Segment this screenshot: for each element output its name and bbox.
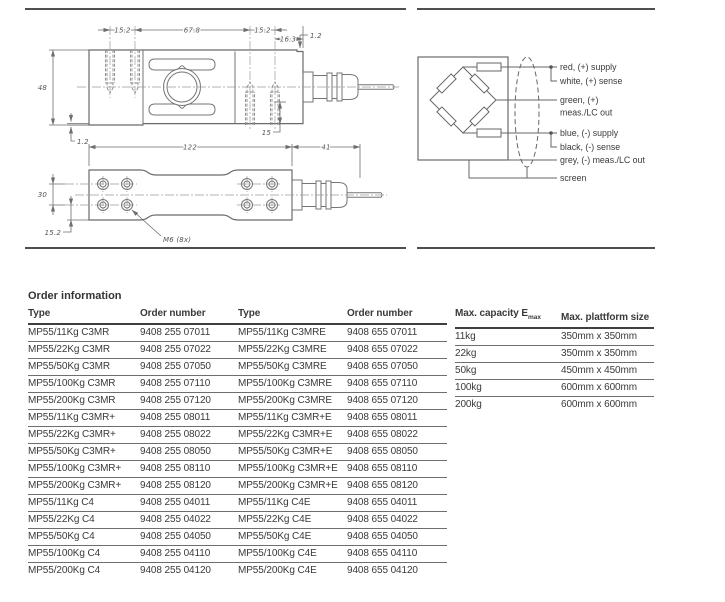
table-row: [28, 324, 447, 342]
table-cell: MP55/100Kg C4E: [238, 546, 347, 563]
wire-label-sense-neg: black, (-) sense: [560, 142, 621, 152]
table-row: [28, 495, 447, 512]
table-cell: 350mm x 350mm: [561, 346, 654, 363]
table-cell: MP55/50Kg C3MR+: [28, 444, 140, 461]
capacity-table-body: [455, 328, 654, 413]
table-row: [28, 359, 447, 376]
mounting-holes: [65, 176, 282, 213]
wire-labels: [559, 62, 645, 183]
table-cell: 9408 655 04011: [347, 495, 447, 512]
table-cell: 9408 655 04120: [347, 565, 418, 576]
table-cell: MP55/22Kg C4E: [238, 512, 347, 529]
table-cell: 600mm x 600mm: [561, 380, 654, 397]
table-row: [28, 342, 447, 359]
table-row: [455, 380, 654, 397]
wiring-diagram-figure: [417, 8, 655, 249]
dim-hole-pitch-left: 15.2: [114, 26, 131, 35]
table-row: [455, 346, 654, 363]
table-cell: 9408 655 08050: [347, 444, 447, 461]
dim-height: 48: [37, 84, 47, 92]
dim-gland-length: 41: [321, 143, 331, 152]
table-cell: MP55/11Kg C3MR+: [28, 410, 140, 427]
table-row: [28, 444, 447, 461]
side-view-dimensions: [38, 26, 322, 146]
column-header-type-2: Type: [238, 306, 347, 324]
table-cell: MP55/100Kg C3MR+: [28, 461, 140, 478]
table-cell: MP55/11Kg C3MR: [28, 324, 140, 342]
table-row: [28, 376, 447, 393]
table-cell: 11kg: [455, 328, 561, 346]
table-cell: MP55/22Kg C3MRE: [238, 342, 347, 359]
table-row: [28, 461, 447, 478]
table-cell: MP55/200Kg C3MR+: [28, 478, 140, 495]
cable-sheath-ellipse: [515, 57, 539, 167]
order-table: [28, 306, 447, 579]
table-cell: MP55/50Kg C3MR+E: [238, 444, 347, 461]
table-cell: 9408 655 08022: [347, 427, 447, 444]
wire-label-supply-neg: blue, (-) supply: [560, 128, 619, 138]
dim-body-span: 67.8: [183, 26, 201, 35]
dim-hole-depth: 15: [261, 129, 271, 137]
dim-top-step: 1.2: [310, 32, 322, 40]
table-cell: MP55/22Kg C3MR: [28, 342, 140, 359]
table-cell: 9408 655 07011: [347, 324, 447, 342]
table-cell: MP55/11Kg C4E: [238, 495, 347, 512]
table-row: [455, 328, 654, 346]
table-row: [28, 529, 447, 546]
table-cell: MP55/100Kg C3MRE: [238, 376, 347, 393]
table-cell: MP55/22Kg C3MR+: [28, 427, 140, 444]
table-cell: MP55/11Kg C4: [28, 495, 140, 512]
table-cell: 9408 655 08011: [347, 410, 447, 427]
table-cell: MP55/200Kg C3MRE: [238, 393, 347, 410]
table-cell: 9408 655 07110: [347, 376, 447, 393]
plan-view-drawing: [38, 144, 387, 245]
table-cell: 600mm x 600mm: [561, 399, 637, 410]
column-header-max-capacity: [455, 306, 561, 328]
junction-dot: [549, 65, 553, 69]
table-cell: 450mm x 450mm: [561, 363, 654, 380]
wiring-diagram-svg: [417, 10, 655, 247]
outline-drawing-svg: [25, 10, 406, 247]
table-cell: MP55/11Kg C3MR+E: [238, 410, 347, 427]
table-cell: MP55/200Kg C3MR+E: [238, 478, 347, 495]
table-cell: MP55/200Kg C3MR: [28, 393, 140, 410]
table-cell: MP55/50Kg C4: [28, 529, 140, 546]
table-cell: 9408 655 04022: [347, 512, 447, 529]
wire-label-sense-pos: white, (+) sense: [560, 76, 623, 86]
table-cell: 9408 255 04011: [140, 495, 238, 512]
max-capacity-label: Max. capacity E: [455, 308, 528, 319]
table-row: [28, 512, 447, 529]
table-cell: 9408 255 04050: [140, 529, 238, 546]
dimension-drawing-figure: [25, 8, 406, 249]
table-cell: 9408 655 08120: [347, 478, 447, 495]
wire-label-supply-pos: red, (+) supply: [560, 62, 617, 72]
table-cell: 9408 655 07022: [347, 342, 447, 359]
table-cell: MP55/200Kg C4: [28, 565, 101, 576]
max-capacity-subscript: max: [527, 314, 541, 321]
load-cell-enclosure: [418, 57, 508, 160]
capacity-table-header-row: [455, 306, 654, 328]
dim-edge-offset: 15.2: [44, 229, 61, 237]
table-cell: 9408 655 07050: [347, 359, 447, 376]
threaded-holes-bottom: [246, 26, 280, 131]
table-cell: 22kg: [455, 346, 561, 363]
table-cell: MP55/22Kg C3MR+E: [238, 427, 347, 444]
table-cell: 9408 655 08110: [347, 461, 447, 478]
table-cell: 9408 655 04110: [347, 546, 447, 563]
table-cell: MP55/100Kg C3MR: [28, 376, 140, 393]
dim-bottom-step: 1.2: [77, 138, 89, 146]
table-cell: 9408 255 07011: [140, 324, 238, 342]
column-header-type: Type: [28, 306, 140, 324]
table-cell: 50kg: [455, 363, 561, 380]
strain-gauges: [437, 63, 501, 137]
table-row: [28, 410, 447, 427]
order-table-header-row: [28, 306, 447, 324]
table-cell: 9408 255 04110: [140, 546, 238, 563]
table-row: [455, 363, 654, 380]
order-information-title: Order information: [28, 290, 122, 302]
wire-label-meas-pos-2: meas./LC out: [560, 107, 613, 118]
bridge-circuit: [418, 57, 557, 178]
table-row: [455, 397, 654, 414]
table-cell: 9408 255 08110: [140, 461, 238, 478]
table-cell: MP55/200Kg C4E: [238, 565, 317, 576]
table-cell: 200kg: [455, 399, 482, 410]
table-cell: 9408 255 07022: [140, 342, 238, 359]
dim-hole-to-edge: 16.3: [279, 35, 297, 44]
table-cell: MP55/50Kg C3MR: [28, 359, 140, 376]
table-cell: 9408 255 04022: [140, 512, 238, 529]
table-row: [28, 393, 447, 410]
dim-hole-pitch-right: 15.2: [254, 26, 271, 35]
order-table-body: [28, 324, 447, 579]
table-cell: 9408 255 08120: [140, 478, 238, 495]
table-cell: 9408 255 08011: [140, 410, 238, 427]
table-cell: 9408 655 07120: [347, 393, 447, 410]
table-cell: 9408 255 08050: [140, 444, 238, 461]
side-view-drawing: [38, 26, 399, 146]
table-cell: MP55/100Kg C4: [28, 546, 140, 563]
wire-label-meas-pos-1: green, (+): [560, 95, 599, 105]
column-header-order-number-2: Order number: [347, 306, 447, 324]
table-cell: MP55/50Kg C4E: [238, 529, 347, 546]
table-cell: MP55/11Kg C3MRE: [238, 324, 347, 342]
table-cell: MP55/50Kg C3MRE: [238, 359, 347, 376]
table-cell: 9408 255 04120: [140, 565, 211, 576]
dim-body-length: 122: [183, 143, 197, 152]
wire-label-meas-neg: grey, (-) meas./LC out: [560, 155, 645, 165]
table-cell: 100kg: [455, 380, 561, 397]
dim-hole-row-pitch: 30: [37, 191, 47, 199]
table-cell: MP55/22Kg C4: [28, 512, 140, 529]
table-cell: 9408 255 07120: [140, 393, 238, 410]
table-cell: MP55/100Kg C3MR+E: [238, 461, 347, 478]
junction-dot: [549, 131, 553, 135]
capacity-table: [455, 306, 654, 413]
plan-view-dimensions: [38, 144, 360, 245]
wire-label-screen: screen: [560, 173, 587, 183]
column-header-platform-size: Max. plattform size: [561, 306, 654, 328]
column-header-order-number: Order number: [140, 306, 238, 324]
table-row: [28, 427, 447, 444]
table-row: [28, 546, 447, 563]
table-cell: 9408 255 07110: [140, 376, 238, 393]
dim-thread-note: M6 (8x): [163, 236, 192, 244]
table-cell: 9408 255 07050: [140, 359, 238, 376]
table-cell: 350mm x 350mm: [561, 328, 654, 346]
table-row: [28, 563, 447, 580]
table-row: [28, 478, 447, 495]
table-cell: 9408 655 04050: [347, 529, 447, 546]
table-cell: 9408 255 08022: [140, 427, 238, 444]
